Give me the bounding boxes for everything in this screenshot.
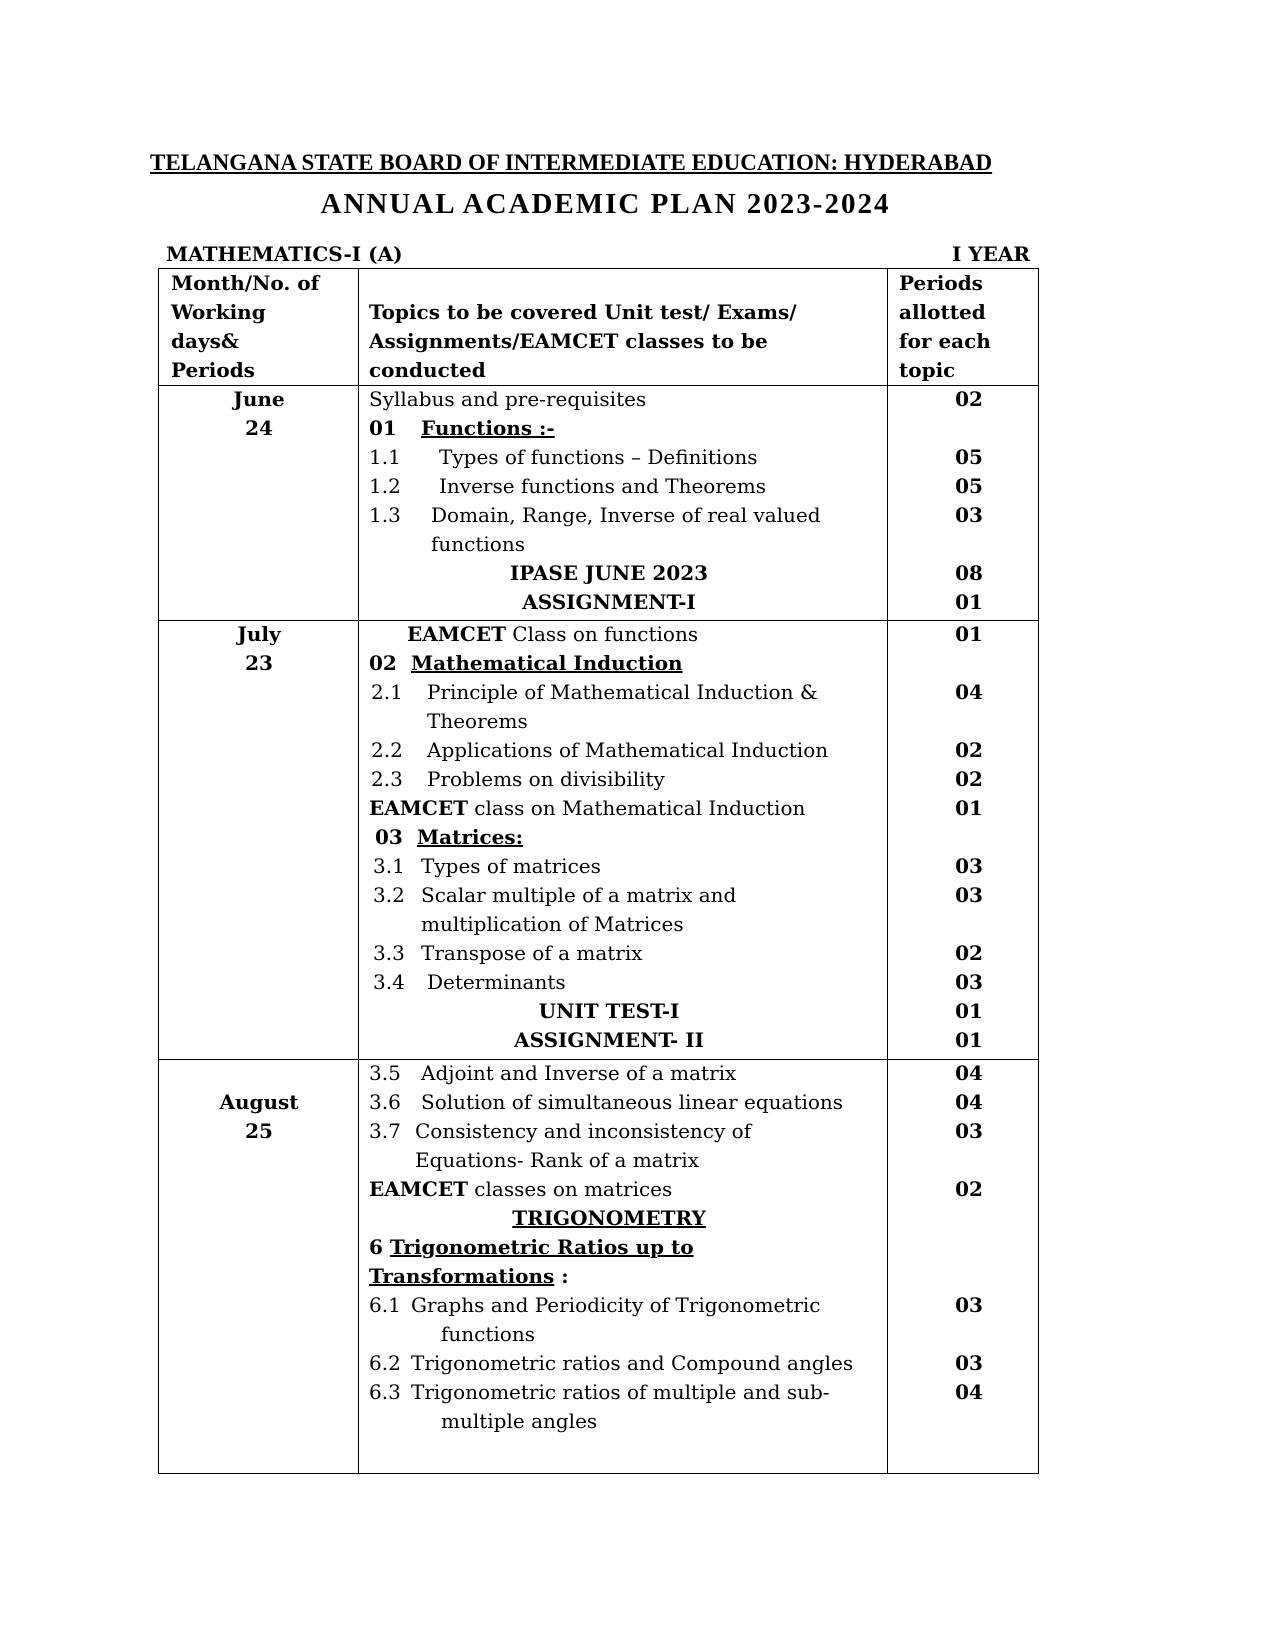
header-topics-line: conducted (369, 358, 486, 382)
unit-title-colon: : (554, 1264, 569, 1288)
period-value: 01 (955, 590, 983, 614)
topic-text: Determinants (427, 970, 566, 994)
eamcet-text: class on Mathematical Induction (467, 796, 806, 820)
unit-title (369, 1233, 694, 1262)
topic-text: functions (431, 532, 525, 556)
assignment-label: ASSIGNMENT-I (522, 590, 696, 614)
topic-number: 3.3 (373, 941, 405, 965)
plan-title (0, 188, 1275, 221)
topic-text: Syllabus and pre-requisites (369, 387, 647, 411)
month-days: 25 (245, 1119, 273, 1143)
topic-text: Inverse functions and Theorems (439, 474, 766, 498)
topic-text: Types of matrices (421, 854, 601, 878)
topic-text: multiplication of Matrices (421, 912, 684, 936)
topic-number: 1.1 (369, 445, 401, 469)
topic-number: 1.2 (369, 474, 401, 498)
topic-number: 1.3 (369, 503, 401, 527)
topic-number: 3.6 (369, 1090, 401, 1114)
period-value: 01 (955, 1028, 983, 1052)
topic-number: 2.1 (371, 680, 403, 704)
period-value: 04 (955, 1380, 983, 1404)
topic-number: 3.4 (373, 970, 405, 994)
unit-number: 01 (369, 416, 397, 440)
period-value: 03 (955, 503, 983, 527)
academic-plan-table (158, 268, 1039, 1474)
header-topics-line: Assignments/EAMCET classes to be (369, 329, 768, 353)
topic-number: 2.2 (371, 738, 403, 762)
topic-text: Types of functions – Definitions (439, 445, 758, 469)
topic-text (369, 794, 805, 823)
column-divider (887, 269, 888, 1473)
topic-text: Theorems (427, 709, 528, 733)
header-topics-line: Topics to be covered Unit test/ Exams/ (369, 300, 797, 324)
assignment-label: ASSIGNMENT- II (514, 1028, 704, 1052)
eamcet-label: EAMCET (407, 622, 506, 646)
topic-text: Problems on divisibility (427, 767, 665, 791)
unit-title-line: Trigonometric Ratios up to (389, 1235, 694, 1259)
board-title: TELANGANA STATE BOARD OF INTERMEDIATE EDUCATION: HYDERABAD (150, 150, 993, 175)
column-divider (358, 269, 359, 1473)
period-value: 02 (955, 941, 983, 965)
period-value: 03 (955, 1119, 983, 1143)
eamcet-label: EAMCET (369, 1177, 468, 1201)
month-name: August (219, 1090, 299, 1114)
period-value: 05 (955, 474, 983, 498)
topic-number: 6.3 (369, 1380, 401, 1404)
topic-text: Solution of simultaneous linear equations (421, 1090, 844, 1114)
period-value: 03 (955, 970, 983, 994)
section-heading: TRIGONOMETRY (512, 1206, 706, 1230)
topic-text (369, 1175, 672, 1204)
header-periods-line: Periods (899, 271, 983, 295)
unit-number: 6 (369, 1235, 383, 1259)
topic-number: 3.5 (369, 1061, 401, 1085)
eamcet-text: Class on functions (505, 622, 699, 646)
topic-text (407, 620, 698, 649)
period-value: 03 (955, 1351, 983, 1375)
topic-text: Trigonometric ratios of multiple and sub- (411, 1380, 830, 1404)
topic-text: Domain, Range, Inverse of real valued (431, 503, 821, 527)
header-month-line: days& (171, 329, 239, 353)
period-value: 04 (955, 680, 983, 704)
header-periods-line: topic (899, 358, 956, 382)
period-value: 05 (955, 445, 983, 469)
period-value: 03 (955, 1293, 983, 1317)
eamcet-label: EAMCET (369, 796, 468, 820)
unit-title-line: Transformations (369, 1264, 555, 1288)
topic-number: 2.3 (371, 767, 403, 791)
period-value: 02 (955, 387, 983, 411)
unit-number: 02 (369, 651, 397, 675)
topic-text: Trigonometric ratios and Compound angles (411, 1351, 854, 1375)
unit-title: Mathematical Induction (411, 651, 683, 675)
unit-title (369, 1262, 569, 1291)
month-days: 24 (245, 416, 273, 440)
topic-number: 3.1 (373, 854, 405, 878)
header-month-line: Working (171, 300, 266, 324)
topic-text: Equations- Rank of a matrix (415, 1148, 699, 1172)
topic-text: Principle of Mathematical Induction & (427, 680, 818, 704)
header-periods-line: allotted (899, 300, 986, 324)
unit-title: Matrices: (417, 825, 524, 849)
period-value: 01 (955, 999, 983, 1023)
topic-text: Scalar multiple of a matrix and (421, 883, 737, 907)
topic-text: Transpose of a matrix (421, 941, 643, 965)
year-label: I YEAR (952, 242, 1030, 266)
topic-text: Consistency and inconsistency of (415, 1119, 752, 1143)
topic-number: 3.7 (369, 1119, 401, 1143)
period-value: 02 (955, 738, 983, 762)
topic-text: Adjoint and Inverse of a matrix (421, 1061, 737, 1085)
period-value: 03 (955, 883, 983, 907)
eamcet-text: classes on matrices (467, 1177, 673, 1201)
topic-text: Graphs and Periodicity of Trigonometric (411, 1293, 821, 1317)
topic-number: 6.1 (369, 1293, 401, 1317)
topic-text: functions (441, 1322, 535, 1346)
period-value: 01 (955, 622, 983, 646)
topic-text: Applications of Mathematical Induction (427, 738, 829, 762)
period-value: 04 (955, 1061, 983, 1085)
period-value: 08 (955, 561, 983, 585)
header-month-line: Periods (171, 358, 255, 382)
period-value: 04 (955, 1090, 983, 1114)
unit-number: 03 (375, 825, 403, 849)
period-value: 02 (955, 1177, 983, 1201)
topic-number: 3.2 (373, 883, 405, 907)
plan-title-text: ANNUAL ACADEMIC PLAN 2023-2024 (320, 188, 891, 220)
period-value: 02 (955, 767, 983, 791)
period-value: 01 (955, 796, 983, 820)
exam-label: IPASE JUNE 2023 (509, 561, 709, 585)
header-month-line: Month/No. of (171, 271, 320, 295)
period-value: 03 (955, 854, 983, 878)
subject-label: MATHEMATICS-I (A) (166, 242, 403, 266)
topic-number: 6.2 (369, 1351, 401, 1375)
unit-title: Functions :- (421, 416, 555, 440)
topic-text: multiple angles (441, 1409, 598, 1433)
month-name: June (233, 387, 285, 411)
header-periods-line: for each (899, 329, 991, 353)
month-name: July (237, 622, 281, 646)
month-days: 23 (245, 651, 273, 675)
unit-test-label: UNIT TEST-I (538, 999, 680, 1023)
